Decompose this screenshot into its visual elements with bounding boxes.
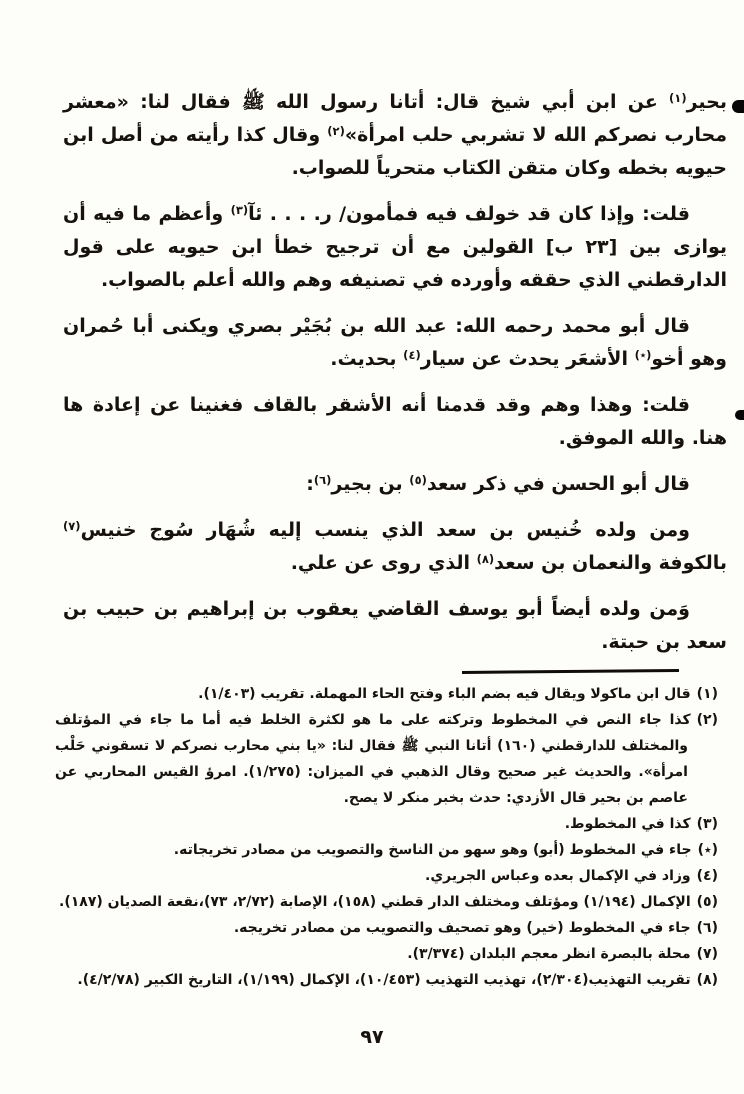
footnote-text: قال ابن ماكولا ويقال فيه بضم الباء وفتح الحاء المهملة. تقريب (١/٤٠٣).	[198, 686, 691, 702]
body-text-block	[63, 86, 727, 672]
body-paragraph: قال أبو محمد رحمه الله: عبد الله بن بُجَيْر بصري ويكنى أبا حُمران وهو أخو(٭) الأشعَر يحدث عن سيار$^{(٤)}$ بحديث.	[63, 315, 727, 370]
footnote-text: وزاد في الإكمال بعده وعباس الجريري.	[425, 868, 691, 884]
footnote	[55, 707, 718, 811]
scan-artifact-ink-spot	[732, 100, 744, 113]
footnote-marker: (٢)	[696, 712, 718, 728]
footnote	[55, 837, 718, 863]
scan-artifact-ink-spot	[735, 410, 744, 420]
footnote-separator-rule	[462, 669, 679, 674]
footnote-marker: (٤)	[696, 868, 718, 884]
footnote	[55, 967, 718, 993]
footnote	[55, 915, 718, 941]
footnote-text: كذا في المخطوط.	[564, 816, 691, 832]
footnote-text: جاء في المخطوط (أبو) وهو سهو من الناسخ والتصويب من مصادر تخريجاته.	[173, 842, 692, 858]
footnote	[55, 889, 718, 915]
footnote-text: تقريب التهذيب(٢/٣٠٤)، تهذيب التهذيب (١٠/٤٥٣)، الإكمال (١/١٩٩)، التاريخ الكبير (٤/٢/٧٨).	[77, 972, 691, 988]
footnote-text: محلة بالبصرة انظر معجم البلدان (٣/٣٧٤).	[407, 946, 691, 962]
footnote-text: جاء في المخطوط (خير) وهو تصحيف والتصويب من مصادر تخريجه.	[233, 920, 691, 936]
footnote-marker: (٭)	[697, 842, 718, 858]
body-paragraph: قلت: وهذا وهم وقد قدمنا أنه الأشقر بالقاف فغنينا عن إعادة ها هنا. والله الموفق.	[63, 394, 727, 449]
footnote-marker: (٦)	[696, 920, 718, 936]
footnote-marker: (١)	[696, 686, 718, 702]
body-paragraph: بحير$^{(١)}$ عن ابن أبي شيخ قال: أتانا رسول الله ﷺ فقال لنا: «معشر محارب نصركم الله لا تشربي حلب امرأة»$^{(٢)}$ وقال كذا رأيته من أصل ابن حيويه بخطه وكان متقن الكتاب متحرياً للصواب.	[63, 91, 727, 179]
page-number: ٩٧	[360, 1026, 384, 1048]
footnote-marker: (٣)	[696, 816, 718, 832]
footnote	[55, 811, 718, 837]
body-paragraph: قال أبو الحسن في ذكر سعد$^{(٥)}$ بن بجير$^{(٦)}$:	[306, 473, 690, 495]
footnote-text: الإكمال (١/١٩٤) ومؤتلف ومختلف الدار قطني (١٥٨)، الإصابة (٢/٧٢، ٧٣)،نقعة الصديان (١٨٧).	[59, 894, 691, 910]
footnote	[55, 863, 718, 889]
footnote	[55, 681, 718, 707]
footnote-marker: (٨)	[696, 972, 718, 988]
body-paragraph: ومن ولده خُنيس بن سعد الذي ينسب إليه شُهَار سُوج خنيس$^{(٧)}$ بالكوفة والنعمان بن سعد$^{(٨)}$ الذي روى عن علي.	[63, 519, 727, 574]
footnote-marker: (٥)	[696, 894, 718, 910]
body-paragraph: قلت: وإذا كان قد خولف فيه فمأمون/ ر. . . . ئآ$^{(٣)}$ وأعظم ما فيه أن يوازى بين [٢٣ ب] القولين مع أن ترجيح خطأ ابن حيويه على قول الدارقطني الذي حققه وأورده في تصنيفه وهم والله أعلم بالصواب.	[63, 203, 727, 291]
footnotes-block	[55, 681, 718, 993]
body-paragraph: وَمن ولده أيضاً أبو يوسف القاضي يعقوب بن إبراهيم بن حبيب بن سعد بن حبتة.	[63, 598, 727, 653]
footnote-text: كذا جاء النص في المخطوط وتركته على ما هو لكثرة الخلط فيه أما ما جاء في المؤتلف والمختلف للدارقطني (١٦٠) أتانا النبي ﷺ فقال لنا: «يا بني محارب نصركم لا تسقوني حَلْب امرأة». والحديث غير صحيح وقال الذهبي في الميزان: (١/٢٧٥). امرؤ القيس المحاربي عن عاصم بن بحير قال الأزدي: حدث بخبر منكر لا يصح.	[55, 712, 691, 806]
footnote	[55, 941, 718, 967]
footnote-marker: (٧)	[696, 946, 718, 962]
